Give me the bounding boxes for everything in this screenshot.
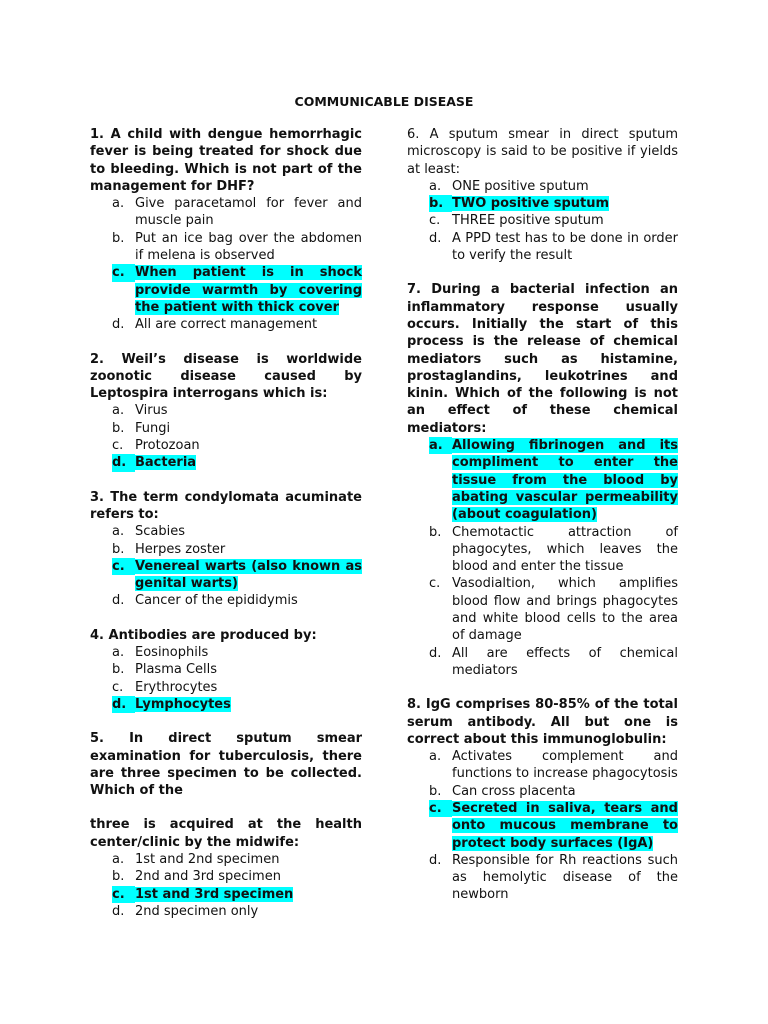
option-letter: b. (112, 869, 125, 885)
answer-option-correct (407, 800, 678, 852)
option-text: Activates complement and functions to increase phagocytosis (452, 749, 678, 782)
answer-option (407, 230, 678, 265)
column-break-gap (90, 799, 362, 816)
question-4 (90, 627, 362, 713)
option-text: A PPD test has to be done in order to verify the result (452, 230, 678, 264)
answer-options (90, 644, 362, 713)
answer-option (407, 783, 678, 800)
option-text: Give paracetamol for fever and muscle pain (135, 196, 362, 229)
answer-option (90, 195, 362, 230)
option-text: Virus (135, 403, 168, 419)
answer-option (407, 748, 678, 783)
option-letter: a. (429, 749, 442, 765)
option-letter: a. (429, 437, 452, 454)
answer-option (407, 524, 678, 576)
option-letter: a. (112, 524, 125, 540)
option-text: THREE positive sputum (452, 213, 604, 229)
option-letter: d. (112, 454, 135, 471)
answer-option-correct (90, 886, 362, 903)
question-8 (407, 696, 678, 904)
option-text: Secreted in saliva, tears and onto mucous membrane to protect body surfaces (IgA) (452, 800, 678, 851)
option-letter: d. (112, 696, 135, 713)
option-letter: c. (429, 213, 441, 229)
option-letter: c. (112, 886, 135, 903)
answer-option (90, 661, 362, 678)
option-text: 1st and 2nd specimen (135, 851, 280, 867)
option-text: Herpes zoster (135, 541, 226, 557)
question-stem: 5. In direct sputum smear examination for tuberculosis, there are three specimen to be collected. Which of the (90, 731, 362, 799)
question-stem: 3. The term condylomata acuminate refers to: (90, 489, 362, 522)
option-text: Scabies (135, 524, 186, 540)
question-stem: 4. Antibodies are produced by: (90, 627, 317, 643)
option-text: Eosinophils (135, 645, 209, 661)
option-letter: b. (112, 230, 125, 246)
question-stem: 8. IgG comprises 80-85% of the total serum antibody. All but one is correct about this immunoglobulin: (407, 697, 678, 747)
answer-option-correct (407, 437, 678, 523)
option-text: TWO positive sputum (452, 196, 610, 212)
option-text: Protozoan (135, 438, 200, 454)
answer-option (90, 420, 362, 437)
question-stem: 6. A sputum smear in direct sputum microscopy is said to be positive if yields at least: (407, 127, 678, 177)
option-letter: d. (429, 645, 442, 661)
option-text: Erythrocytes (135, 679, 218, 695)
option-text: When patient is in shock provide warmth by covering the patient with thick cover (135, 265, 362, 315)
option-letter: c. (112, 679, 124, 695)
option-text: Fungi (135, 420, 171, 436)
question-2 (90, 351, 362, 472)
answer-option (90, 523, 362, 540)
page-title: COMMUNICABLE DISEASE (294, 94, 474, 109)
option-letter: b. (112, 541, 125, 557)
option-letter: a. (112, 196, 125, 212)
option-letter: a. (112, 851, 125, 867)
left-column (90, 126, 362, 937)
option-text: 2nd and 3rd specimen (135, 869, 281, 885)
option-letter: b. (429, 783, 442, 799)
option-text: Responsible for Rh reactions such as hemolytic disease of the newborn (452, 852, 678, 903)
answer-options (407, 748, 678, 904)
option-text: Plasma Cells (135, 662, 218, 678)
answer-option-correct (407, 195, 678, 212)
question-6 (407, 126, 678, 264)
option-text: Allowing fibrinogen and its compliment to enter the tissue from the blood by abating vascular permeability (about coagulation) (452, 438, 678, 523)
option-text: ONE positive sputum (452, 178, 589, 194)
answer-option-correct (90, 696, 362, 713)
answer-option (407, 852, 678, 904)
option-text: Venereal warts (also known as genital warts) (135, 558, 362, 592)
option-text: 1st and 3rd specimen (135, 886, 294, 902)
answer-option (90, 679, 362, 696)
answer-option (407, 178, 678, 195)
answer-option (90, 316, 362, 333)
question-stem: 2. Weil’s disease is worldwide zoonotic disease caused by Leptospira interrogans which is: (90, 351, 362, 402)
option-text: Bacteria (135, 455, 197, 471)
option-letter: a. (112, 403, 125, 419)
option-letter: b. (429, 195, 452, 212)
answer-option-correct (90, 264, 362, 316)
answer-option (90, 592, 362, 609)
option-letter: c. (112, 438, 124, 454)
option-letter: c. (112, 264, 135, 281)
answer-option (90, 644, 362, 661)
answer-options (90, 851, 362, 920)
option-text: Put an ice bag over the abdomen if melena is observed (135, 230, 362, 264)
question-stem: 1. A child with dengue hemorrhagic fever is being treated for shock due to bleeding. Which is not part of the management for DHF? (90, 127, 362, 194)
option-text: Can cross placenta (452, 783, 576, 799)
answer-option (90, 402, 362, 419)
answer-options (407, 178, 678, 264)
option-letter: d. (429, 230, 442, 246)
question-5 (90, 730, 362, 920)
answer-option (90, 437, 362, 454)
answer-option (407, 575, 678, 644)
question-1 (90, 126, 362, 334)
answer-options (90, 402, 362, 471)
option-text: 2nd specimen only (135, 903, 259, 919)
option-text: Cancer of the epididymis (135, 593, 298, 609)
option-text: All are correct management (135, 317, 318, 333)
option-letter: a. (429, 178, 442, 194)
option-text: Chemotactic attraction of phagocytes, which leaves the blood and enter the tissue (452, 524, 678, 575)
answer-option (90, 851, 362, 868)
answer-option-correct (90, 454, 362, 471)
answer-option-correct (90, 558, 362, 593)
option-letter: b. (429, 524, 442, 540)
answer-option (90, 868, 362, 885)
question-stem: 7. During a bacterial infection an inflammatory response usually occurs. Initially the start of this process is the release of chemical mediators such as histamine, prostaglandins, leukotrines and kinin. Which of the following is not an effect of these chemical mediators: (407, 282, 678, 436)
option-text: Lymphocytes (135, 696, 231, 712)
answer-options (90, 195, 362, 333)
option-letter: c. (429, 800, 452, 817)
right-column (407, 126, 678, 921)
option-letter: d. (112, 593, 125, 609)
option-letter: a. (112, 645, 125, 661)
answer-options (90, 523, 362, 609)
answer-option (90, 230, 362, 265)
option-text: All are effects of chemical mediators (452, 645, 678, 678)
answer-option (90, 903, 362, 920)
option-text: Vasodialtion, which amplifies blood flow and brings phagocytes and white blood cells to the area of damage (452, 576, 678, 644)
option-letter: d. (429, 852, 442, 868)
option-letter: b. (112, 662, 125, 678)
answer-option (90, 541, 362, 558)
answer-option (407, 645, 678, 680)
option-letter: d. (112, 317, 125, 333)
option-letter: d. (112, 903, 125, 919)
answer-options (407, 437, 678, 679)
option-letter: b. (112, 420, 125, 436)
question-7 (407, 281, 678, 679)
answer-option (407, 212, 678, 229)
option-letter: c. (429, 576, 441, 592)
question-3 (90, 489, 362, 610)
question-stem-continued: three is acquired at the health center/clinic by the midwife: (90, 817, 362, 850)
option-letter: c. (112, 558, 135, 575)
